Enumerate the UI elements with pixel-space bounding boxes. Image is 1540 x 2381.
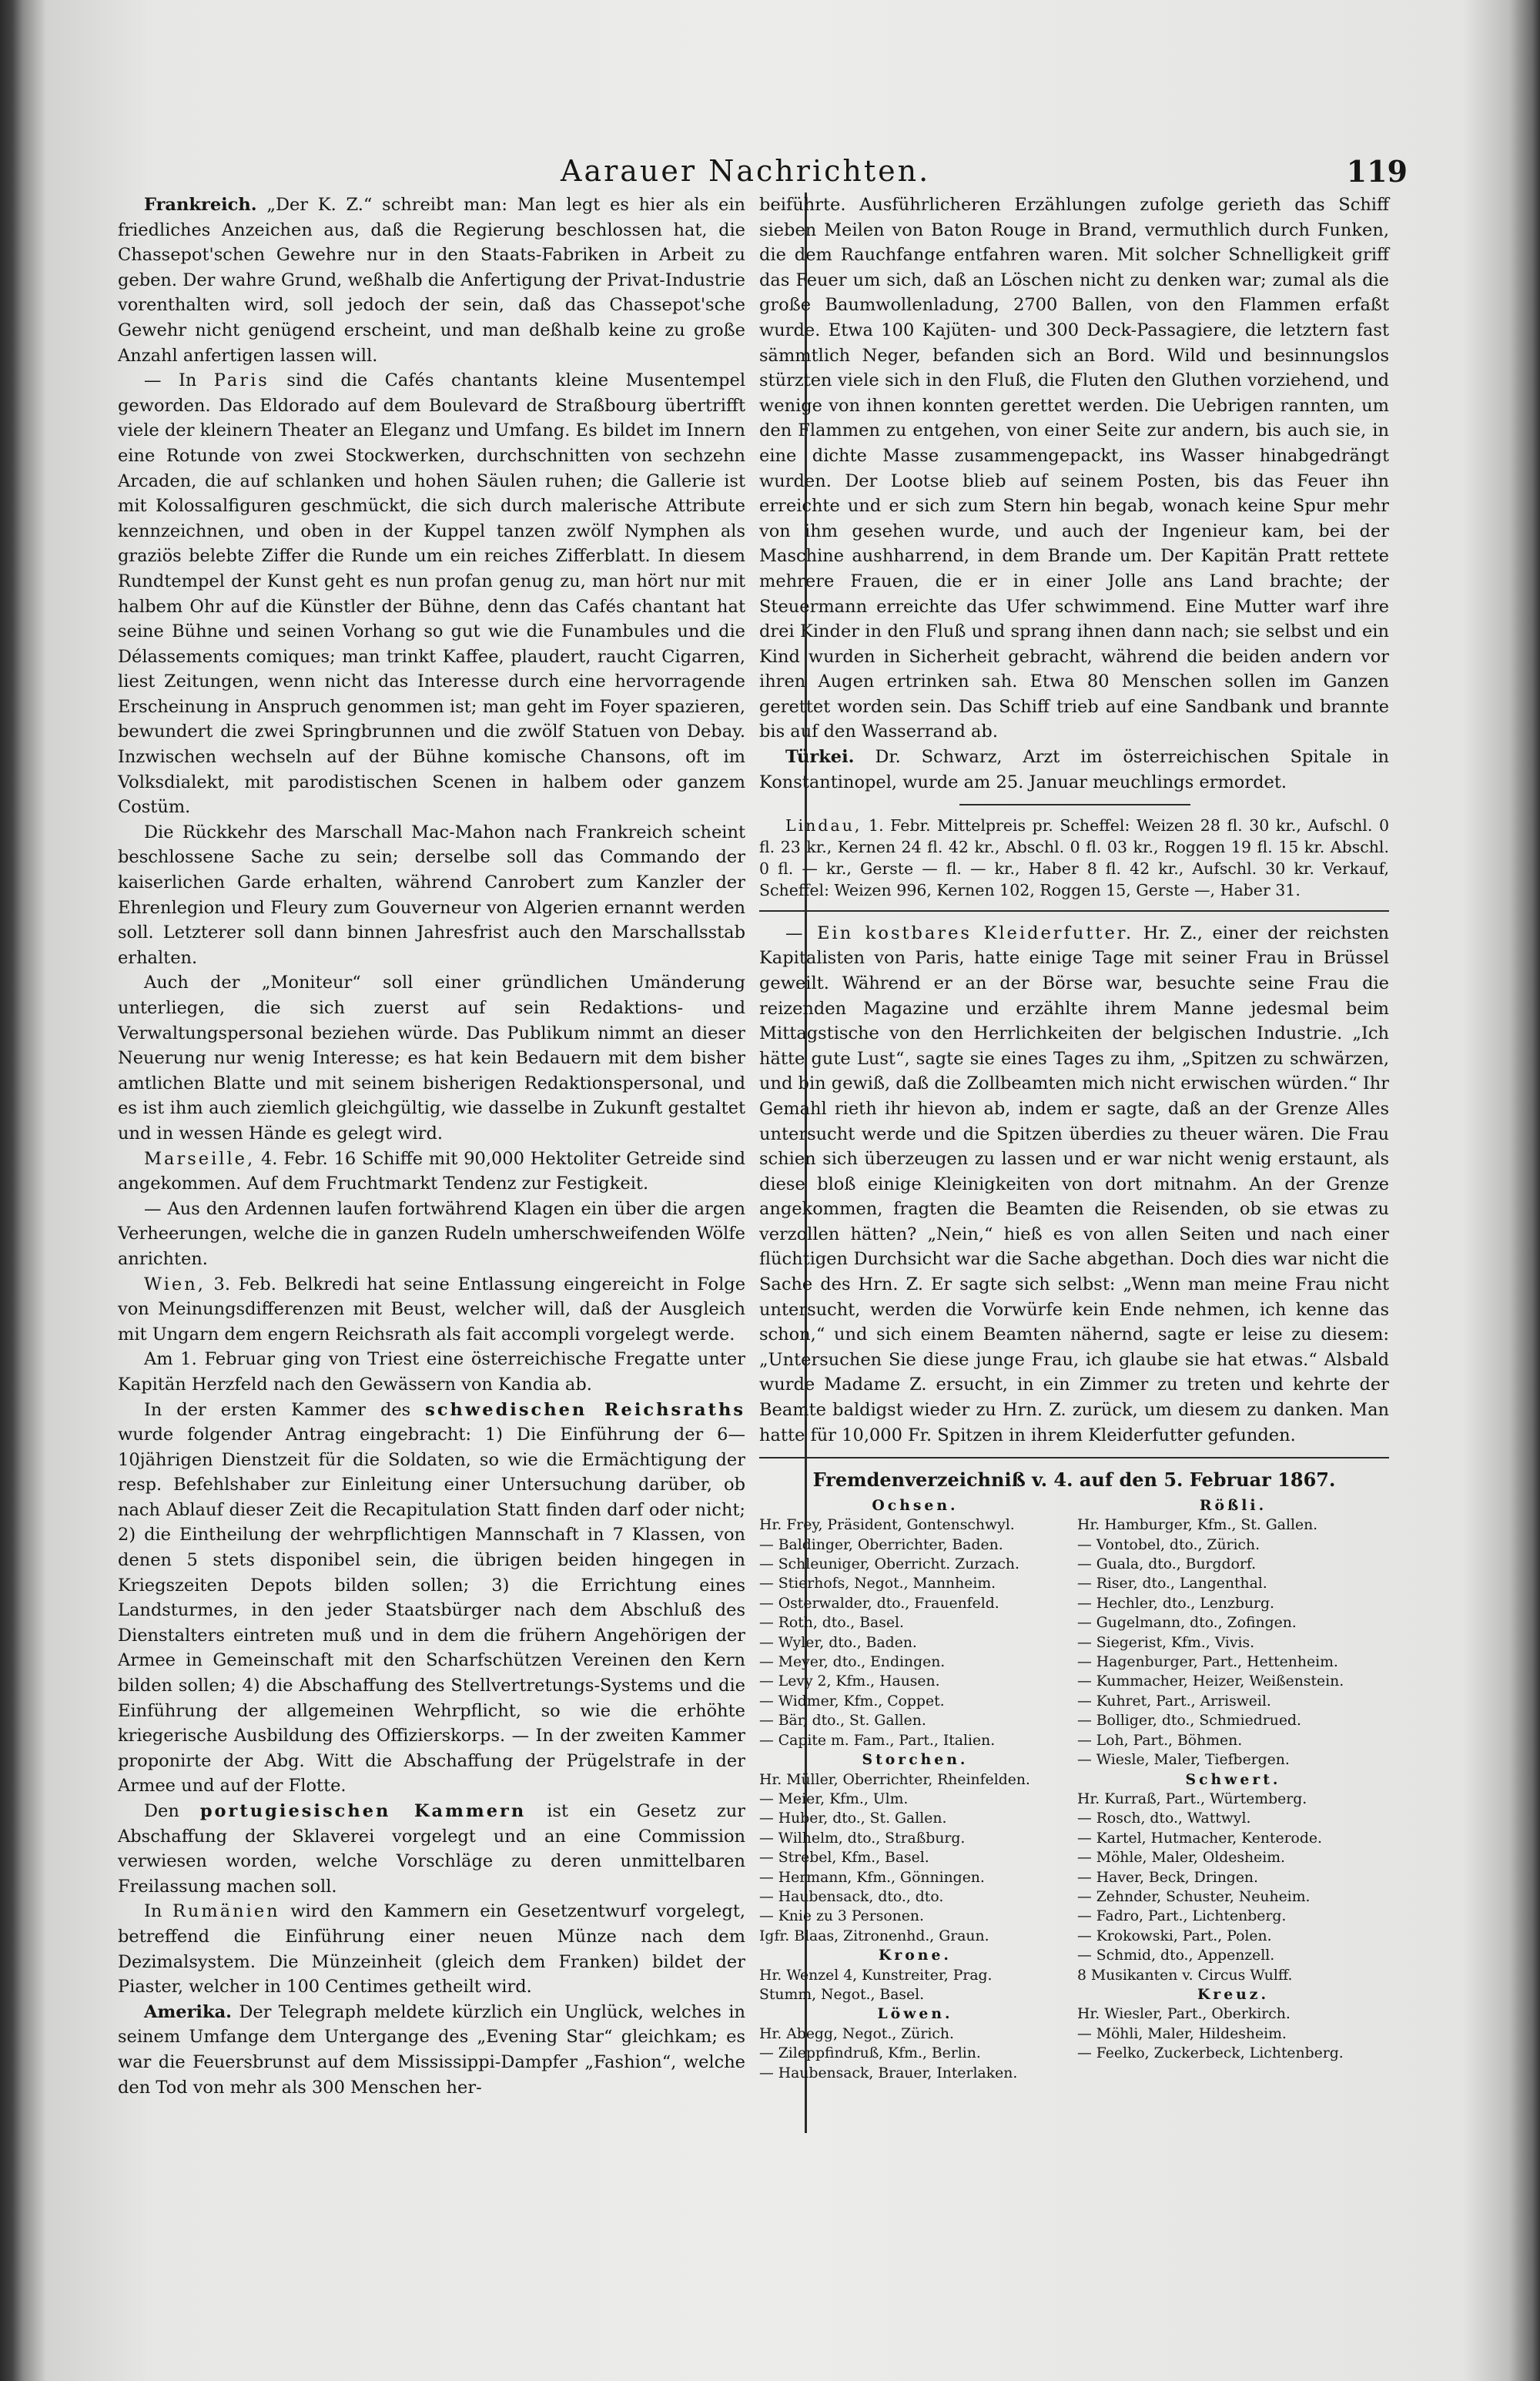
article-text: Dr. Schwarz, Arzt im österreichischen Spitale in Konstantinopel, wurde am 25. Januar meuchlings ermordet. — [759, 747, 1389, 792]
guest-entry: — Wiesle, Maler, Tiefbergen. — [1077, 1752, 1290, 1769]
article-text: wurde folgender Antrag eingebracht: 1) Die Einführung der 6—10jährigen Dienstzeit für die Soldaten, so wie die Ermächtigung der resp. Befehlshaber zur Einleitung einer Untersuchung darüber, ob nach Ablauf dieser Zeit die Recapitulation Statt finden darf oder nicht; 2) die Eintheilung der wehrpflichtigen Mannschaft in 7 Klassen, von denen 5 stets disponibel sein, die übrigen beiden hingegen in Kriegszeiten Depots bilden sollen; 3) die Errichtung eines Landsturmes, in den jeder Staatsbürger nach dem Abschluß des Dienstalters eintreten muß und in dem die frühern Angehörigen der Armee in Gemeinschaft mit den Scharfschützen Vereinen den Kern bilden sollen; 4) die Abschaffung des Stellvertretungs-Systems und die Einführung der allgemeinen Wehrpflicht, so wie die erhöhte kriegerische Ausbildung des Offizierskorps. — In der zweiten Kammer proponirte der Abg. Witt die Abschaffung der Prügelstrafe in der Armee und auf der Flotte. — [118, 1425, 745, 1797]
place-name: Marseille, — [144, 1148, 256, 1169]
guest-entry: — Widmer, Kfm., Coppet. — [759, 1693, 945, 1710]
article-lead: Den — [144, 1801, 179, 1821]
article-text: wird den Kammern ein Gesetzentwurf vorgelegt, betreffend die Einführung einer neuen Münze nach dem Dezimalsystem. Die Münzeinheit (gleich dem Franken) bildet der Piaster, welcher in 100 Centimes getheilt wird. — [118, 1901, 746, 1998]
article-moniteur: Auch der „Moniteur“ soll einer gründlichen Umänderung unterliegen, die sich zuerst auf sein Redaktions- und Verwaltungspersonal beziehen würde. Das Publikum nimmt an dieser Neuerung nur wenig Interesse; es hat kein Bedauern mit dem bisher amtlichen Blatte und mit seinem bisherigen Redaktionspersonal, und es ist ihm auch ziemlich gleichgültig, wie dasselbe in Zukunft gestaltet und in wessen Hände es gelegt wird. — [118, 973, 745, 1144]
guest-entry: — Zileppfindruß, Kfm., Berlin. — [759, 2045, 981, 2062]
article-text: sind die Cafés chantants kleine Musentempel geworden. Das Eldorado auf dem Boulevard de Straßbourg übertrifft viele der kleinern Theater an Eleganz und Umfang. Es bildet im Innern eine Rotunde von zwei Stockwerken, durchschnitten von sechzehn Arcaden, die auf schlanken und hohen Säulen ruhen; die Gallerie ist mit Kolossalfiguren geschmückt, die sich durch malerische Attribute kennzeichnen, und oben in der Kuppel tanzen zwölf Nymphen als graziös belebte Ziffer die Runde um ein reiches Zifferblatt. In diesem Rundtempel der Kunst geht es nun profan genug zu, man hört nur mit halbem Ohr auf die Künstler der Bühne, denn das Cafés chantant hat seine Bühne und seinen Vorhang so gut wie die Funambules und die Délassements comiques; man trinkt Kaffee, plaudert, raucht Cigarren, liest Zeitungen, wenn nicht das Interesse durch eine hervorragende Erscheinung in Anspruch genommen ist; man geht im Foyer spazieren, bewundert die zwei Springbrunnen und die zwölf Statuen von Debay. Inzwischen wechseln auf der Bühne komische Chansons, oft im Volksdialekt, mit parodistischen Scenen in halbem oder ganzem Costüm. — [118, 370, 746, 818]
guest-entry: — Strebel, Kfm., Basel. — [759, 1850, 929, 1867]
section-keyword: Türkei. — [785, 747, 855, 768]
guest-entry: Hr. Wiesler, Part., Oberkirch. — [1077, 2006, 1291, 2023]
hotel-name: Krone. — [879, 1947, 952, 1964]
divider — [959, 804, 1190, 805]
article-title: — Ein kostbares Kleiderfutter. — [785, 923, 1134, 943]
guest-entry: — Rosch, dto., Wattwyl. — [1077, 1810, 1251, 1827]
section-keyword: Frankreich. — [144, 195, 257, 215]
hotel-name: Schwert. — [1185, 1770, 1281, 1788]
guest-list — [759, 1496, 1389, 2083]
guest-entry: Stumm, Negot., Basel. — [759, 1986, 925, 2003]
guest-entry: — Hechler, dto., Lenzburg. — [1077, 1595, 1274, 1612]
guest-entry: — Möhli, Maler, Hildesheim. — [1077, 2025, 1287, 2042]
hotel-name: Ochsen. — [872, 1496, 959, 1514]
hotel-name: Storchen. — [862, 1751, 969, 1769]
hotel-name: Rößli. — [1199, 1496, 1267, 1514]
article-text: 4. Febr. 16 Schiffe mit 90,000 Hektoliter Getreide sind angekommen. Auf dem Fruchtmarkt Tendenz zur Festigkeit. — [118, 1148, 745, 1194]
right-column — [759, 193, 1389, 2083]
article-lead: In — [144, 1901, 162, 1922]
article-ardennen: — Aus den Ardennen laufen fortwährend Klagen ein über die argen Verheerungen, welche die in ganzen Rudeln umherschweifenden Wölfe anrichten. — [118, 1198, 745, 1269]
article-text: ist ein Gesetz zur Abschaffung der Sklaverei vorgelegt und an eine Commission verwiesen worden, welche Vorschläge zu deren unmittelbaren Freilassung machen soll. — [118, 1801, 746, 1897]
article-text: 3. Feb. Belkredi hat seine Entlassung eingereicht in Folge von Meinungsdifferenzen mit Beust, welcher will, daß der Ausgleich mit Ungarn dem engern Reichsrath als fait accompli vorgelegt werde. — [118, 1274, 746, 1345]
article-tuerkei — [759, 745, 1389, 795]
hotel-name: Kreuz. — [1197, 1985, 1270, 2003]
place-name: Lindau, — [785, 815, 862, 835]
guest-list-right — [1077, 1496, 1389, 2083]
article-rumaenien — [118, 1899, 745, 1999]
guest-entry: — Wilhelm, dto., Straßburg. — [759, 1830, 966, 1847]
guest-entry: Hr. Wenzel 4, Kunstreiter, Prag. — [759, 1967, 993, 1984]
article-schweden — [118, 1398, 745, 1800]
article-text: Der Telegraph meldete kürzlich ein Unglück, welches in seinem Umfange dem Untergange des „Evening Star“ gleichkam; es war die Feuersbrunst auf dem Mississippi-Dampfer „Fashion“, welche den Tod von mehr als 300 Menschen her- — [118, 2001, 745, 2098]
guest-entry: — Krokowski, Part., Polen. — [1077, 1927, 1272, 1944]
article-kleiderfutter — [759, 921, 1389, 1448]
section-keyword: schwedischen Reichsraths — [425, 1399, 745, 1420]
article-paris — [118, 368, 745, 820]
market-report-lindau — [759, 815, 1389, 901]
article-wien — [118, 1272, 745, 1348]
article-text: Hr. Z., einer der reichsten Kapitalisten von Paris, hatte einige Tage mit seiner Frau in Brüssel geweilt. Während er an der Börse war, besuchte seine Frau die reizenden Magazine und erzählte ihrem Manne jedesmal beim Mittagstische von den Herrlichkeiten der belgischen Industrie. „Ich hätte gute Lust“, sagte sie eines Tages zu ihm, „Spitzen zu schwärzen, und bin gewiß, daß die Zollbeamten mich nicht erwischen würden.“ Ihr Gemahl rieth ihr hievon ab, indem er sagte, daß an der Grenze Alles untersucht werde und die Spitzen überdies zu theuer wären. Die Frau schien sich überzeugen zu lassen und er war nicht wenig erstaunt, als diese bloß einige Kleinigkeiten von dort mitnahm. An der Grenze angekommen, fragten die Beamten die Reisenden, ob sie etwas zu verzollen hätten? „Nein,“ hieß es von allen Seiten und nach einer flüchtigen Durchsicht war die Sache abgethan. Doch dies war nicht die Sache des Hrn. Z. Er sagte sich selbst: „Wenn man meine Frau nicht untersucht, werden die Vorwürfe kein Ende nehmen, ich kenne das schon,“ und sich einem Beamten nähernd, sagte er leise zu diesem: „Untersuchen Sie diese junge Frau, ich glaube sie hat etwas.“ Alsbald wurde Madame Z. ersucht, in ein Zimmer zu treten und kehrte der Beamte baldigst wieder zu Hrn. Z. zurück, um diesem zu danken. Man hatte für 10,000 Fr. Spitzen in ihrem Kleiderfutter gefunden. — [759, 923, 1389, 1445]
place-name: Rumänien — [172, 1901, 280, 1922]
article-frankreich — [118, 193, 745, 368]
article-portugal — [118, 1799, 745, 1899]
guest-entry: — Haver, Beck, Dringen. — [1077, 1869, 1259, 1886]
guest-entry: — Hagenburger, Part., Hettenheim. — [1077, 1654, 1338, 1671]
article-text: „Der K. Z.“ schreibt man: Man legt es hier als ein friedliches Anzeichen aus, daß die Regierung beschlossen hat, die Chassepot'schen Gewehre nur in den Staats-Fabriken in Arbeit zu geben. Der wahre Grund, weßhalb die Anfertigung der Privat-Industrie vorenthalten wird, soll jedoch der sein, daß das Chassepot'sche Gewehr nicht genügend erscheint, und man deßhalb keine zu große Anzahl anfertigen lassen will. — [118, 195, 746, 366]
guest-entry: Hr. Kurraß, Part., Würtemberg. — [1077, 1790, 1307, 1807]
guest-entry: — Haubensack, dto., dto. — [759, 1888, 944, 1905]
section-keyword: portugiesischen Kammern — [199, 1801, 527, 1821]
guest-entry: — Wyler, dto., Baden. — [759, 1634, 917, 1651]
guest-entry: — Bär, dto., St. Gallen. — [759, 1713, 926, 1730]
guest-entry: — Stierhofs, Negot., Mannheim. — [759, 1576, 996, 1592]
article-amerika-continued: beiführte. Ausführlicheren Erzählungen zufolge gerieth das Schiff sieben Meilen von Baton Rouge in Brand, vermuthlich durch Funken, die dem Rauchfange entfahren waren. Mit solcher Schnelligkeit griff das Feuer um sich, daß an Löschen nicht zu denken war; zumal als die große Baumwollenladung, 2700 Ballen, von den Flammen erfaßt wurde. Etwa 100 Kajüten- und 300 Deck-Passagiere, die letztern fast sämmtlich Neger, befanden sich an Bord. Wild und besinnungslos stürzten viele sich in den Fluß, die Fluten den Gluthen vorziehend, und wenige von ihnen konnten gerettet werden. Die Uebrigen rannten, um den Flammen zu entgehen, von einer Seite zur andern, bis auch sie, in eine dichte Masse zusammengepackt, ins Wasser hinabgedrängt wurden. Der Lootse blieb auf seinem Posten, bis das Feuer ihn erreichte und er sich zum Stern hin begab, wonach keine Spur mehr von ihm gesehen wurde, und auch der Ingenieur kam, bei der Maschine aushharrend, in dem Brande um. Der Kapitän Pratt rettete mehrere Frauen, die er in einer Jolle ans Land brachte; der Steuermann erreichte das Ufer schwimmend. Eine Mutter warf ihre drei Kinder in den Fluß und sprang ihnen dann nach; sie selbst und ein Kind wurden in Sicherheit gebracht, während die beiden andern vor ihren Augen ertrinken sah. Etwa 80 Menschen sollen im Ganzen gerettet worden sein. Das Schiff trieb auf eine Sandbank und brannte bis auf den Wasserrand ab. — [759, 195, 1389, 742]
page-title: Aarauer Nachrichten. — [561, 154, 931, 188]
guest-entry: — Vontobel, dto., Zürich. — [1077, 1536, 1260, 1553]
hotel-name: Löwen. — [877, 2005, 953, 2023]
article-lead: — In — [144, 370, 197, 391]
guest-entry: — Zehnder, Schuster, Neuheim. — [1077, 1888, 1311, 1905]
place-name: Paris — [213, 370, 270, 391]
guest-entry: — Knie zu 3 Personen. — [759, 1908, 924, 1925]
guest-entry: — Feelko, Zuckerbeck, Lichtenberg. — [1077, 2045, 1344, 2062]
guest-list-title: Fremdenverzeichniß v. 4. auf den 5. Februar 1867. — [812, 1468, 1336, 1492]
guest-entry: — Riser, dto., Langenthal. — [1077, 1576, 1267, 1592]
guest-entry: Hr. Frey, Präsident, Gontenschwyl. — [759, 1517, 1015, 1534]
guest-entry: — Baldinger, Oberrichter, Baden. — [759, 1536, 1003, 1553]
guest-entry: — Kuhret, Part., Arrisweil. — [1077, 1693, 1271, 1710]
article-triest: Am 1. Februar ging von Triest eine österreichische Fregatte unter Kapitän Herzfeld nach den Gewässern von Kandia ab. — [118, 1349, 745, 1395]
guest-entry: — Capite m. Fam., Part., Italien. — [759, 1732, 996, 1749]
guest-entry: — Kummacher, Heizer, Weißenstein. — [1077, 1673, 1344, 1690]
guest-entry: — Guala, dto., Burgdorf. — [1077, 1556, 1257, 1573]
market-text: 1. Febr. Mittelpreis pr. Scheffel: Weizen 28 fl. 30 kr., Aufschl. 0 fl. 23 kr., Kernen 24 fl. 42 kr., Abschl. 0 fl. 03 kr., Roggen 19 fl. 15 kr. Abschl. 0 fl. — kr., Gerste — fl. — kr., Haber 8 fl. 42 kr., Aufschl. 30 kr. Verkauf, Scheffel: Weizen 996, Kernen 102, Roggen 15, Gerste —, Haber 31. — [759, 815, 1389, 899]
guest-entry: — Schleuniger, Oberricht. Zurzach. — [759, 1556, 1019, 1573]
guest-entry: — Bolliger, dto., Schmiedrued. — [1077, 1713, 1301, 1730]
left-column — [118, 193, 745, 2100]
section-keyword: Amerika. — [144, 2001, 232, 2022]
guest-entry: — Loh, Part., Böhmen. — [1077, 1732, 1243, 1749]
guest-entry: Hr. Müller, Oberrichter, Rheinfelden. — [759, 1771, 1030, 1788]
newspaper-page — [68, 0, 1500, 2381]
guest-entry: 8 Musikanten v. Circus Wulff. — [1077, 1967, 1293, 1984]
guest-entry: — Osterwalder, dto., Frauenfeld. — [759, 1595, 999, 1612]
guest-entry: — Meyer, dto., Endingen. — [759, 1654, 946, 1671]
guest-entry: — Meier, Kfm., Ulm. — [759, 1790, 909, 1807]
guest-entry: Hr. Hamburger, Kfm., St. Gallen. — [1077, 1517, 1318, 1534]
page-number: 119 — [1346, 154, 1408, 189]
guest-entry: — Möhle, Maler, Oldesheim. — [1077, 1850, 1286, 1867]
article-marseille — [118, 1147, 745, 1197]
divider — [759, 1457, 1389, 1458]
guest-entry: — Gugelmann, dto., Zofingen. — [1077, 1615, 1297, 1632]
guest-entry: — Haubensack, Brauer, Interlaken. — [759, 2065, 1018, 2081]
guest-entry: Igfr. Blaas, Zitronenhd., Graun. — [759, 1927, 989, 1944]
guest-entry: Hr. Abegg, Negot., Zürich. — [759, 2025, 954, 2042]
guest-list-left — [759, 1496, 1071, 2083]
guest-entry: — Fadro, Part., Lichtenberg. — [1077, 1908, 1287, 1925]
article-amerika — [118, 2000, 745, 2100]
guest-entry: — Levy 2, Kfm., Hausen. — [759, 1673, 940, 1690]
article-lead: In der ersten Kammer des — [144, 1399, 411, 1420]
place-name: Wien, — [144, 1274, 206, 1294]
divider — [759, 910, 1389, 912]
guest-entry: — Siegerist, Kfm., Vivis. — [1077, 1634, 1255, 1651]
guest-entry: — Roth, dto., Basel. — [759, 1615, 904, 1632]
article-mac-mahon: Die Rückkehr des Marschall Mac-Mahon nach Frankreich scheint beschlossene Sache zu sein; derselbe soll das Commando der kaiserlichen Garde erhalten, während Canrobert zum Kanzler der Ehrenlegion und Fleury zum Gouverneur von Algerien ernannt werden soll. Letzterer soll dann binnen Jahresfrist auch den Marschallsstab erhalten. — [118, 822, 745, 968]
guest-entry: — Hermann, Kfm., Gönningen. — [759, 1869, 985, 1886]
guest-entry: — Huber, dto., St. Gallen. — [759, 1810, 947, 1827]
guest-entry: — Schmid, dto., Appenzell. — [1077, 1947, 1275, 1964]
guest-entry: — Kartel, Hutmacher, Kenterode. — [1077, 1830, 1322, 1847]
